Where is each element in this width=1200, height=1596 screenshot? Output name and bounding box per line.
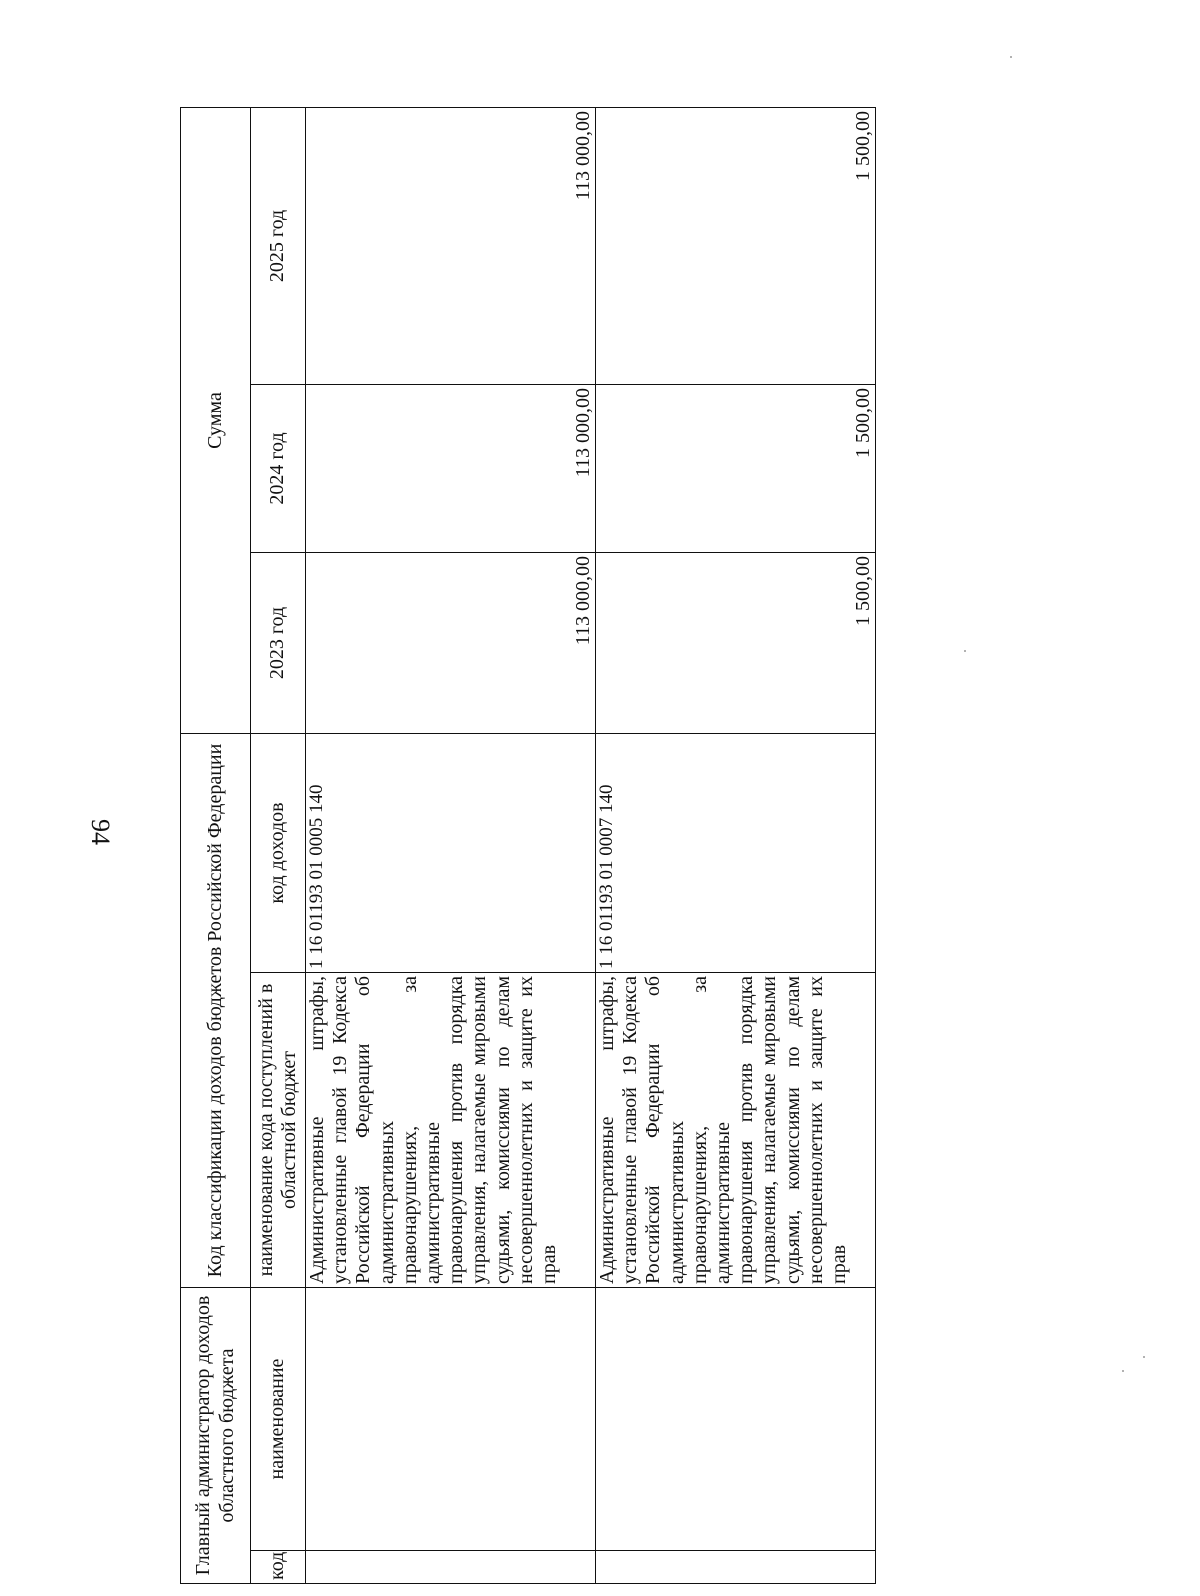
header-year-2023: 2023 год — [251, 553, 306, 734]
row-sum-2025: 1 500,00 — [596, 107, 876, 384]
page-number: 94 — [86, 819, 115, 845]
row-sum-2025: 113 000,00 — [306, 107, 596, 384]
row-admin-code — [306, 1551, 596, 1584]
header-admin-code: код — [251, 1551, 306, 1584]
row-sum-2024: 1 500,00 — [596, 385, 876, 553]
header-year-2025: 2025 год — [251, 107, 306, 384]
header-sum-group: Сумма — [181, 107, 251, 733]
scan-speck — [1010, 56, 1012, 58]
budget-income-table — [180, 107, 876, 1584]
row-income-description: Административные штрафы, установленные главой 19 Кодекса Российской Федерации об административных правонарушениях, за административные правонарушения против порядка управления, налагаемые мировыми судьями, комиссиями по делам несовершеннолетних и защите их прав — [596, 973, 876, 1288]
header-admin-name: наименование — [251, 1288, 306, 1551]
header-income-code: код доходов — [251, 734, 306, 973]
row-sum-2023: 113 000,00 — [306, 553, 596, 734]
row-admin-name — [306, 1288, 596, 1551]
table-row — [306, 107, 596, 1583]
row-income-code: 1 16 01193 01 0007 140 — [596, 734, 876, 973]
row-sum-2023: 1 500,00 — [596, 553, 876, 734]
row-admin-code — [596, 1551, 876, 1584]
rotated-table-wrapper — [180, 108, 875, 1584]
header-admin-group: Главный администратор доходов областного бюджета — [181, 1288, 251, 1584]
scan-speck — [1122, 1370, 1124, 1372]
row-admin-name — [596, 1288, 876, 1551]
row-income-code: 1 16 01193 01 0005 140 — [306, 734, 596, 973]
header-income-name: наименование кода поступлений в областной бюджет — [251, 973, 306, 1288]
scan-speck — [1143, 1356, 1145, 1358]
header-year-2024: 2024 год — [251, 385, 306, 553]
scan-speck — [964, 650, 966, 652]
row-income-description: Административные штрафы, установленные главой 19 Кодекса Российской Федерации об административных правонарушениях, за административные правонарушения против порядка управления, налагаемые мировыми судьями, комиссиями по делам несовершеннолетних и защите их прав — [306, 973, 596, 1288]
row-sum-2024: 113 000,00 — [306, 385, 596, 553]
table-row — [596, 107, 876, 1583]
header-classification-group: Код классификации доходов бюджетов Российской Федерации — [181, 734, 251, 1288]
